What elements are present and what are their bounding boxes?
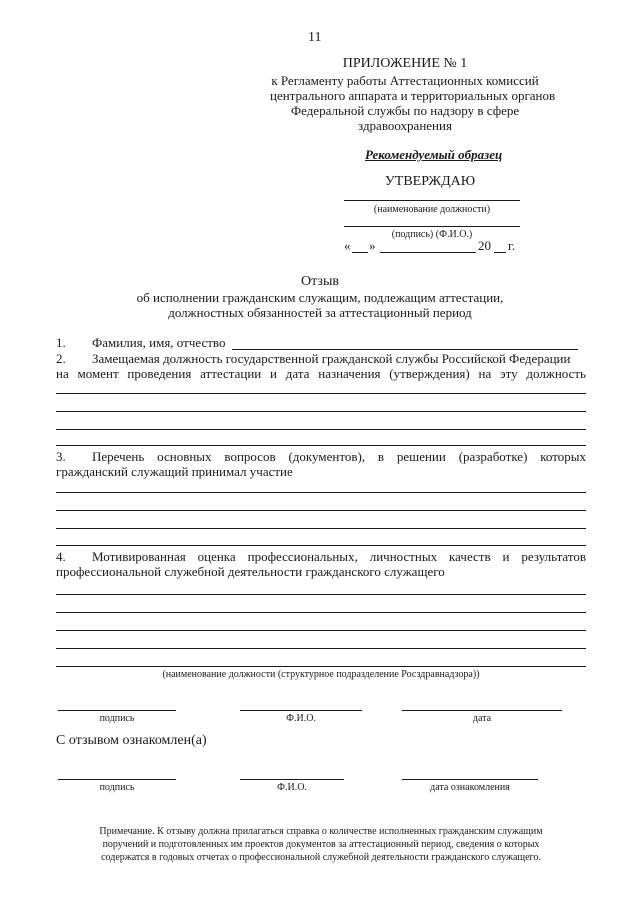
- employee-date-line: [402, 779, 538, 780]
- position-answer-line-3: [56, 429, 586, 430]
- recommended-sample-label: Рекомендуемый образец: [365, 147, 503, 162]
- employee-name-line: [240, 779, 344, 780]
- documents-answer-line-3: [56, 528, 586, 529]
- documents-answer-line-4: [56, 545, 586, 546]
- date-month-line: [380, 252, 476, 253]
- documents-answer-line-2: [56, 510, 586, 511]
- position-answer-line-1: [56, 393, 586, 394]
- item-1-number: 1.: [56, 335, 66, 350]
- documents-answer-line-1: [56, 492, 586, 493]
- supervisor-date-line: [402, 710, 562, 711]
- appendix-line-2: центрального аппарата и территориальных органов: [270, 88, 556, 103]
- supervisor-signature-caption: подпись: [99, 713, 135, 724]
- date-open-quote: «: [344, 238, 351, 253]
- approve-title: УТВЕРЖДАЮ: [384, 174, 476, 189]
- date-year-prefix: 20: [478, 238, 491, 253]
- supervisor-position-line: [56, 666, 586, 667]
- evaluation-answer-line-2: [56, 612, 586, 613]
- review-title: Отзыв: [301, 274, 339, 289]
- supervisor-date-caption: дата: [472, 713, 492, 724]
- appendix-line-3: Федеральной службы по надзору в сфере: [290, 103, 520, 118]
- appendix-line-4: здравоохранения: [358, 118, 452, 133]
- position-caption: (наименование должности): [373, 204, 491, 215]
- position-answer-line-4: [56, 445, 586, 446]
- item-2-label: Замещаемая должность государственной гражданской службы Российской Федерации: [92, 351, 571, 366]
- employee-name-caption: Ф.И.О.: [277, 782, 307, 793]
- note-line-3: содержатся в годовых отчетах о профессиональной служебной деятельности гражданского служащего.: [101, 852, 541, 863]
- item-3-number: 3.: [56, 449, 66, 464]
- supervisor-signature-line: [58, 710, 176, 711]
- appendix-line-1: к Регламенту работы Аттестационных комиссий: [271, 73, 539, 88]
- item-4-continuation: профессиональной служебной деятельности гражданского служащего: [56, 564, 445, 579]
- date-year-suffix: г.: [508, 238, 516, 253]
- review-subtitle-1: об исполнении гражданским служащим, подлежащим аттестации,: [136, 290, 504, 305]
- employee-signature-line: [58, 779, 176, 780]
- supervisor-position-caption: (наименование должности (структурное подразделение Росздравнадзора)): [162, 669, 480, 680]
- item-3-label: Перечень основных вопросов (документов), в решении (разработке) которых: [92, 449, 586, 464]
- full-name-line: [232, 349, 578, 350]
- evaluation-answer-line-3: [56, 630, 586, 631]
- acknowledged-title: С отзывом ознакомлен(а): [56, 733, 207, 748]
- review-subtitle-2: должностных обязанностей за аттестационный период: [168, 305, 472, 320]
- item-1-label: Фамилия, имя, отчество: [92, 335, 226, 350]
- signature-line: [344, 226, 520, 227]
- item-4-label: Мотивированная оценка профессиональных, личностных качеств и результатов: [92, 549, 586, 564]
- evaluation-answer-line-1: [56, 594, 586, 595]
- position-answer-line-2: [56, 411, 586, 412]
- employee-date-caption: дата ознакомления: [430, 782, 510, 793]
- note-line-2: поручений и подготовленных им проектов документов за аттестационный период, сведения о которых: [102, 839, 540, 850]
- position-line: [344, 200, 520, 201]
- evaluation-answer-line-4: [56, 648, 586, 649]
- note-line-1: Примечание. К отзыву должна прилагаться справка о количестве исполненных гражданским служащим: [99, 826, 543, 837]
- appendix-title: ПРИЛОЖЕНИЕ № 1: [342, 56, 468, 71]
- supervisor-name-line: [240, 710, 362, 711]
- date-year-line: [494, 252, 506, 253]
- signature-caption: (подпись) (Ф.И.О.): [391, 229, 473, 240]
- date-day-line: [352, 252, 368, 253]
- item-2-continuation: на момент проведения аттестации и дата назначения (утверждения) на эту должность: [56, 366, 586, 381]
- item-2-number: 2.: [56, 351, 66, 366]
- item-4-number: 4.: [56, 549, 66, 564]
- supervisor-name-caption: Ф.И.О.: [286, 713, 316, 724]
- date-close-quote: »: [369, 238, 376, 253]
- page-number: 11: [308, 30, 322, 45]
- item-3-continuation: гражданский служащий принимал участие: [56, 464, 293, 479]
- employee-signature-caption: подпись: [99, 782, 135, 793]
